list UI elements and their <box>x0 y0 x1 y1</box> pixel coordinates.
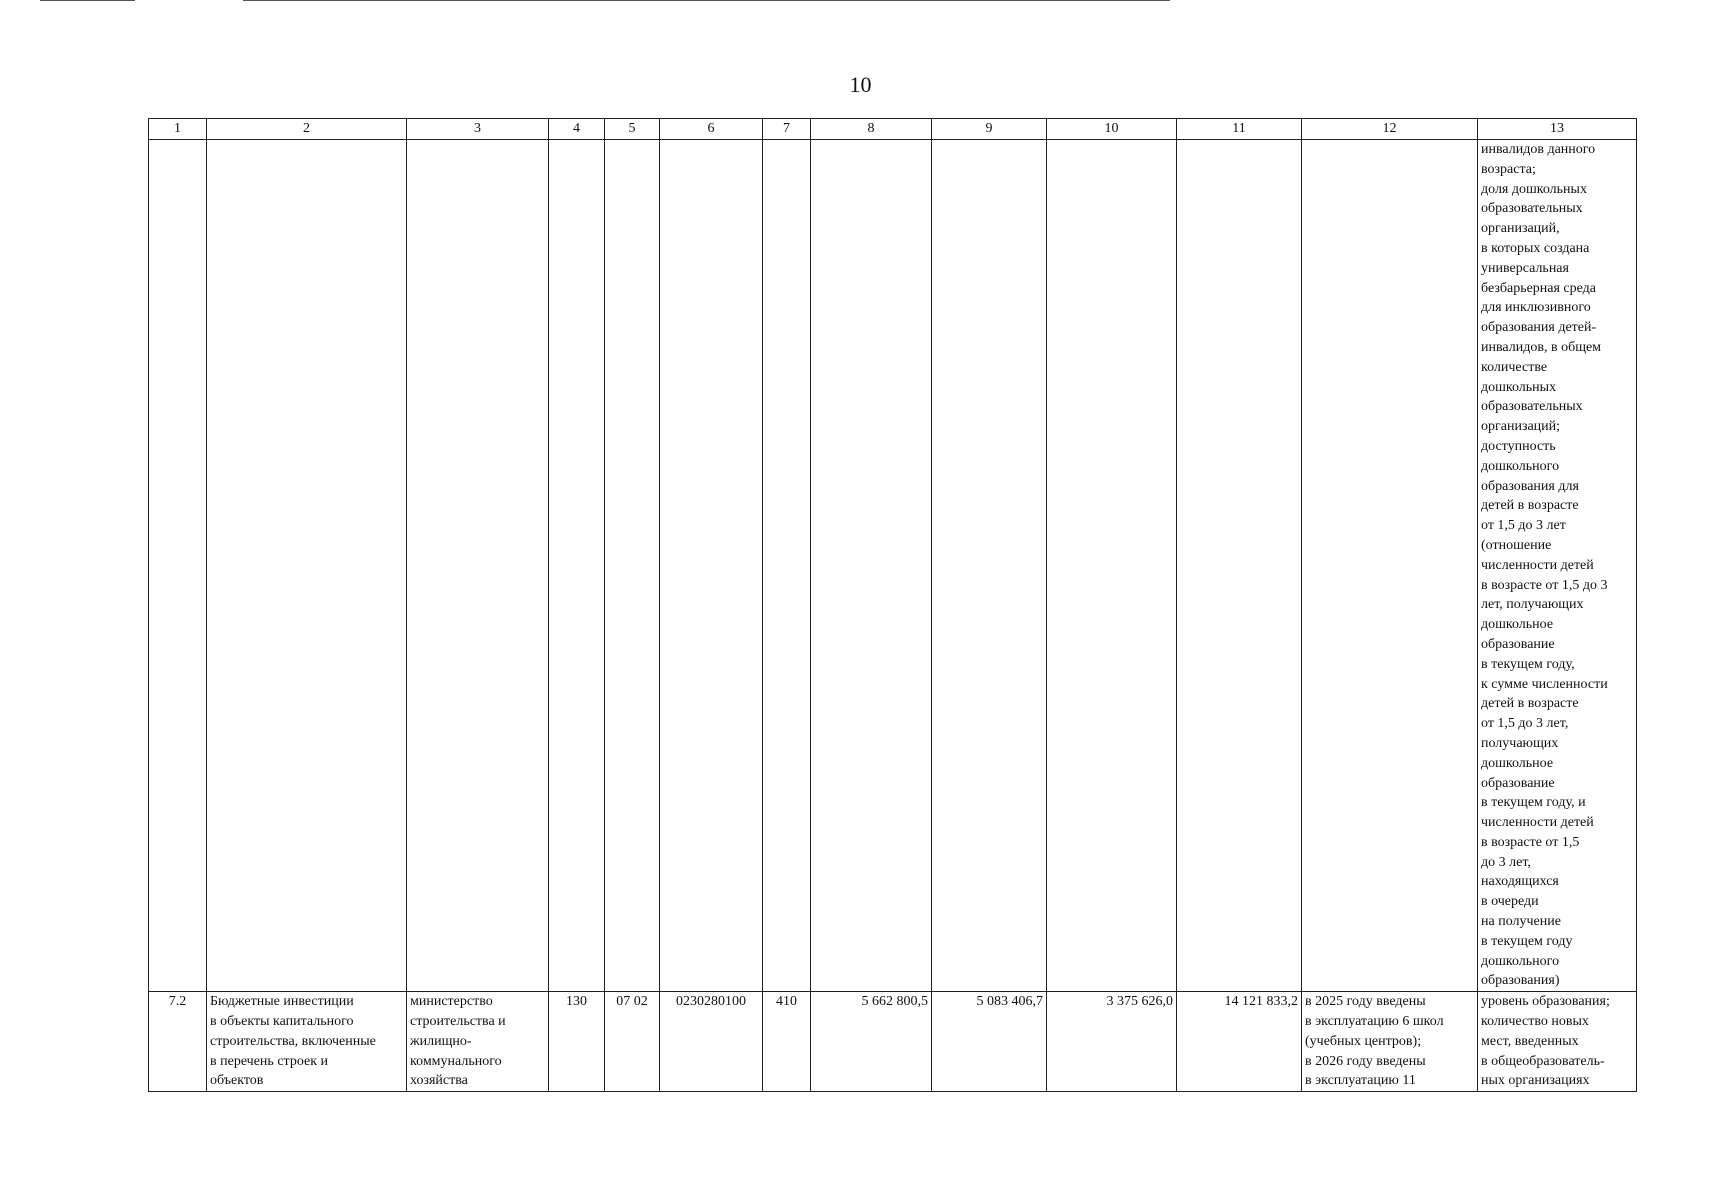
text-line: в возрасте от 1,5 до 3 <box>1481 577 1608 593</box>
table-cell <box>549 140 605 992</box>
text-line: в 2025 году введены <box>1305 994 1426 1010</box>
code-cell: 130 <box>549 992 605 1092</box>
text-line: инвалидов данного <box>1481 142 1596 157</box>
text-line: доступность <box>1481 438 1556 454</box>
measure-name-cell <box>207 992 407 1092</box>
text-line: организаций, <box>1481 221 1560 237</box>
text-line: в текущем году, и <box>1481 795 1586 811</box>
text-line: мест, введенных <box>1481 1033 1579 1049</box>
text-line: в очереди <box>1481 894 1539 910</box>
column-header: 5 <box>605 119 660 140</box>
column-numbers-row <box>149 119 1637 140</box>
text-line: (отношение <box>1481 537 1552 553</box>
text-line: образования для <box>1481 478 1579 494</box>
text-line: в 2026 году введены <box>1305 1053 1426 1069</box>
column-header: 12 <box>1302 119 1478 140</box>
text-line: в текущем году, <box>1481 656 1575 672</box>
text-line: уровень образования; <box>1481 994 1610 1010</box>
text-line: образовательных <box>1481 399 1583 415</box>
text-line: строительства и <box>410 1014 506 1030</box>
table-cell <box>932 140 1047 992</box>
column-header: 9 <box>932 119 1047 140</box>
amount-cell: 5 662 800,5 <box>811 992 932 1092</box>
text-line: для инклюзивного <box>1481 300 1591 316</box>
executor-cell <box>407 992 549 1092</box>
text-line: от 1,5 до 3 лет, <box>1481 716 1569 732</box>
indicator-cell <box>1478 992 1637 1092</box>
text-line: детей в возрасте <box>1481 498 1579 514</box>
text-line: в текущем году <box>1481 933 1573 949</box>
text-line: получающих <box>1481 735 1559 751</box>
column-header: 7 <box>763 119 811 140</box>
text-line: дошкольное <box>1481 617 1554 633</box>
text-line: количество новых <box>1481 1014 1589 1030</box>
text-line: к сумме численности <box>1481 676 1608 692</box>
table-cell <box>605 140 660 992</box>
text-line: количестве <box>1481 359 1548 375</box>
program-table <box>148 118 1637 1092</box>
text-line: в возрасте от 1,5 <box>1481 834 1580 850</box>
table-cell <box>149 140 207 992</box>
total-amount-cell: 14 121 833,2 <box>1177 992 1302 1092</box>
result-cell <box>1302 992 1478 1092</box>
top-rule-right <box>243 0 1170 1</box>
text-line: строительства, включенные <box>210 1033 376 1049</box>
target-article-cell: 0230280100 <box>660 992 763 1092</box>
text-line: жилищно- <box>410 1033 472 1049</box>
continuation-row <box>149 140 1637 992</box>
text-line: образование <box>1481 775 1555 791</box>
text-line: доля дошкольных <box>1481 181 1587 197</box>
text-line: инвалидов, в общем <box>1481 339 1602 355</box>
text-line: дошкольное <box>1481 755 1554 771</box>
table-cell <box>763 140 811 992</box>
text-line: находящихся <box>1481 874 1559 890</box>
table-cell <box>660 140 763 992</box>
text-line: (учебных центров); <box>1305 1033 1422 1049</box>
text-line: детей в возрасте <box>1481 696 1579 712</box>
text-line: в эксплуатацию 11 <box>1305 1073 1416 1089</box>
text-line: в которых создана <box>1481 240 1590 256</box>
column-header: 13 <box>1478 119 1637 140</box>
text-line: безбарьерная среда <box>1481 280 1597 296</box>
text-line: универсальная <box>1481 260 1569 276</box>
page-number: 10 <box>849 72 872 97</box>
section-code-cell: 07 02 <box>605 992 660 1092</box>
text-line: дошкольного <box>1481 458 1560 474</box>
table-cell <box>811 140 932 992</box>
column-header: 1 <box>149 119 207 140</box>
column-header: 4 <box>549 119 605 140</box>
text-line: в перечень строек и <box>210 1053 328 1069</box>
text-line: от 1,5 до 3 лет <box>1481 518 1566 534</box>
text-line: лет, получающих <box>1481 597 1584 613</box>
table-cell <box>1177 140 1302 992</box>
text-line: организаций; <box>1481 419 1561 435</box>
text-line: образовательных <box>1481 201 1583 217</box>
table-cell <box>407 140 549 992</box>
text-line: ных организациях <box>1481 1073 1590 1089</box>
column-header: 10 <box>1047 119 1177 140</box>
column-header: 8 <box>811 119 932 140</box>
text-line: дошкольного <box>1481 953 1560 969</box>
text-line: коммунального <box>410 1053 502 1069</box>
top-rule-left <box>40 0 135 1</box>
amount-cell: 3 375 626,0 <box>1047 992 1177 1092</box>
text-line: численности детей <box>1481 557 1594 573</box>
text-line: образование <box>1481 636 1555 652</box>
text-line: численности детей <box>1481 815 1594 831</box>
row-number-cell: 7.2 <box>149 992 207 1092</box>
indicator-text-cell <box>1478 140 1637 992</box>
text-line: в объекты капитального <box>210 1014 354 1030</box>
column-header: 2 <box>207 119 407 140</box>
column-header: 3 <box>407 119 549 140</box>
text-line: образования) <box>1481 973 1560 989</box>
expense-type-cell: 410 <box>763 992 811 1092</box>
table-row <box>149 992 1637 1092</box>
text-line: возраста; <box>1481 161 1536 177</box>
column-header: 6 <box>660 119 763 140</box>
text-line: на получение <box>1481 914 1561 930</box>
text-line: образования детей- <box>1481 320 1597 336</box>
text-line: до 3 лет, <box>1481 854 1531 870</box>
text-line: в эксплуатацию 6 школ <box>1305 1014 1444 1030</box>
text-line: дошкольных <box>1481 379 1557 395</box>
text-line: хозяйства <box>410 1073 468 1089</box>
text-line: министерство <box>410 994 493 1010</box>
text-line: Бюджетные инвестиции <box>210 994 354 1010</box>
amount-cell: 5 083 406,7 <box>932 992 1047 1092</box>
text-line: объектов <box>210 1073 264 1089</box>
table-cell <box>1047 140 1177 992</box>
text-line: в общеобразователь- <box>1481 1053 1605 1069</box>
table-cell <box>207 140 407 992</box>
table-cell <box>1302 140 1478 992</box>
column-header: 11 <box>1177 119 1302 140</box>
